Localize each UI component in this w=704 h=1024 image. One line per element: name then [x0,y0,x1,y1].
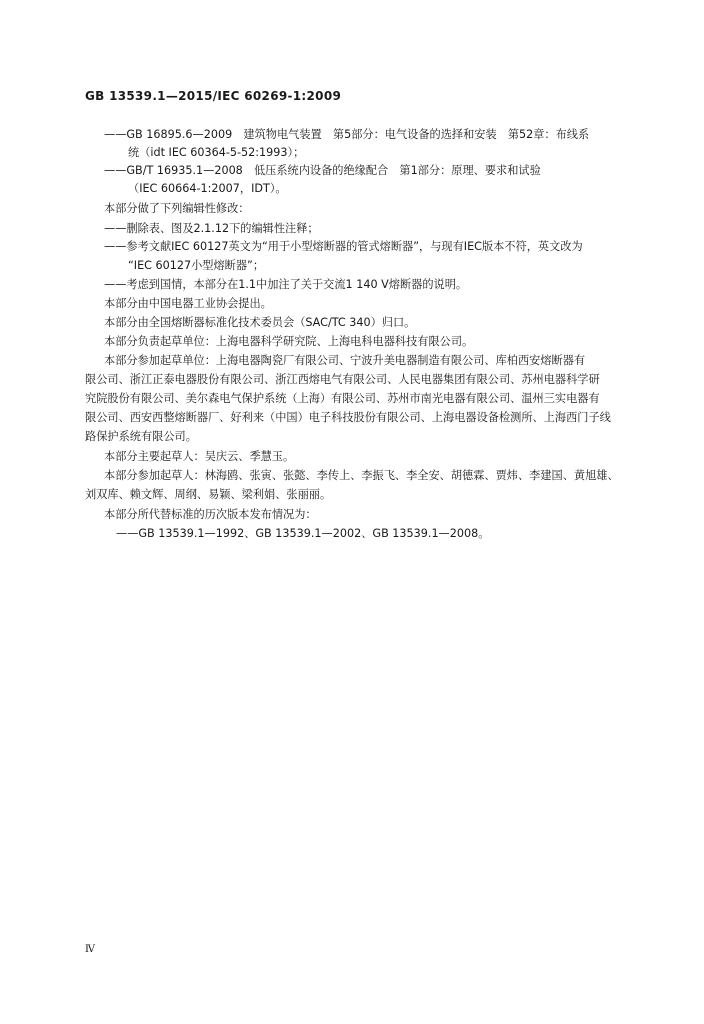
version-history-list: ——GB 13539.1—1992、GB 13539.1—2002、GB 13539.1—2008。 [116,527,490,540]
editorial-change-2-line-2: “IEC 60127小型熔断器”； [128,259,265,272]
editorial-change-2-line-1: ——参考文献IEC 60127英文为“用于小型熔断器的管式熔断器”，与现有IEC版本不符，英文改为 [104,240,583,253]
main-drafters: 本部分主要起草人：吴庆云、季慧玉。 [104,450,295,463]
editorial-change-3: ——考虑到国情，本部分在1.1中加注了关于交流1 140 V熔断器的说明。 [104,278,468,291]
participating-drafters-line-1: 本部分参加起草人：林海鸥、张寅、张懿、李传上、李振飞、李全安、胡德霖、贾炜、李建国、黄旭雄、 [104,469,619,482]
participating-units-line-5: 路保护系统有限公司。 [85,430,197,443]
administered-by: 本部分由全国熔断器标准化技术委员会（SAC/TC 340）归口。 [104,316,416,329]
reference-item-2-line-2: （IEC 60664-1:2007，IDT）。 [128,182,287,195]
editorial-change-1: ——删除表、图及2.1.12下的编辑性注释； [104,222,319,235]
proposed-by: 本部分由中国电器工业协会提出。 [104,297,272,310]
participating-drafters-line-2: 刘双库、赖文辉、周纲、易颖、梁利娟、张丽丽。 [85,488,332,501]
editorial-changes-intro: 本部分做了下列编辑性修改： [104,202,250,215]
standard-number-header: GB 13539.1—2015/IEC 60269-1:2009 [85,89,342,103]
reference-item-2-line-1: ——GB/T 16935.1—2008 低压系统内设备的绝缘配合 第1部分：原理、要求和试验 [104,164,541,177]
participating-units-line-1: 本部分参加起草单位：上海电器陶瓷厂有限公司、宁波升美电器制造有限公司、库柏西安熔断器有 [104,354,586,367]
participating-units-line-3: 究院股份有限公司、美尔森电气保护系统（上海）有限公司、苏州市南光电器有限公司、温州三实电器有 [85,392,600,405]
version-history-intro: 本部分所代替标准的历次版本发布情况为： [104,508,317,521]
reference-item-1-line-2: 统（idt IEC 60364-5-52:1993）； [128,146,305,159]
participating-units-line-4: 限公司、西安西整熔断器厂、好利来（中国）电子科技股份有限公司、上海电器设备检测所、上海西门子线 [85,411,611,424]
reference-item-1-line-1: ——GB 16895.6—2009 建筑物电气装置 第5部分：电气设备的选择和安装 第52章：布线系 [104,128,590,141]
responsible-drafting-units: 本部分负责起草单位：上海电器科学研究院、上海电科电器科技有限公司。 [104,335,474,348]
participating-units-line-2: 限公司、浙江正泰电器股份有限公司、浙江西熔电气有限公司、人民电器集团有限公司、苏州电器科学研 [85,373,600,386]
page-number: Ⅳ [85,944,95,955]
